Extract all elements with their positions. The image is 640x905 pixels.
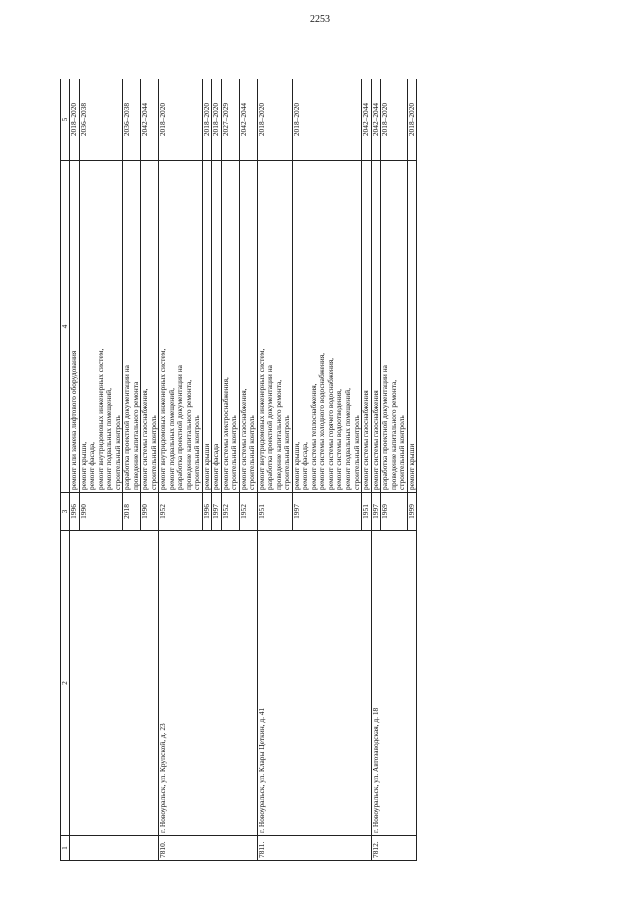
period-cell: 2018–2020 xyxy=(202,79,212,161)
work-item: ремонт внутридомовых инженерных систем, xyxy=(256,348,266,490)
entry-address: г. Новоуральск, ул. Клары Цеткин, д. 41 xyxy=(257,531,371,836)
rotated-table-container xyxy=(60,79,570,861)
work-item: ремонт внутридомовых инженерных систем, xyxy=(158,348,168,490)
year-cell: 2018 xyxy=(123,493,141,531)
work-item: строительный контроль xyxy=(397,415,407,490)
work-item: строительный контроль xyxy=(112,415,122,490)
works-cell xyxy=(362,161,372,493)
work-item: ремонт фасада, xyxy=(87,442,97,490)
work-item: ремонт системы водоотведения, xyxy=(334,389,344,490)
period-cell: 2042–2044 xyxy=(362,79,372,161)
period-cell: 2027–2029 xyxy=(221,79,239,161)
year-cell: 1997 xyxy=(212,493,222,531)
year-cell: 1990 xyxy=(79,493,123,531)
header-col-4: 4 xyxy=(61,161,70,493)
work-item: ремонт системы горячего водоснабжения, xyxy=(325,357,335,490)
work-item: проведение капитального ремонта, xyxy=(273,379,283,490)
works-cell xyxy=(292,161,361,493)
year-cell: 1969 xyxy=(381,493,408,531)
entry-number: 7810. xyxy=(159,836,258,861)
works-cell xyxy=(221,161,239,493)
works-cell xyxy=(239,161,257,493)
works-cell xyxy=(123,161,141,493)
header-col-5: 5 xyxy=(61,79,70,161)
table-row xyxy=(159,79,203,861)
work-item: ремонт системы газоснабжения, xyxy=(140,388,150,490)
work-item: ремонт подвальных помещений, xyxy=(166,388,176,490)
work-item: строительный контроль xyxy=(229,415,239,490)
entry-number: 7811. xyxy=(257,836,371,861)
header-col-2: 2 xyxy=(61,531,70,836)
header-col-3: 3 xyxy=(61,493,70,531)
works-cell xyxy=(407,161,417,493)
work-item: ремонт подвальных помещений, xyxy=(342,388,352,490)
entry-address: г. Новоуральск, ул. Автозаводская, д. 18 xyxy=(371,531,417,836)
work-item: строительный контроль xyxy=(282,415,292,490)
header-col-1: 1 xyxy=(61,836,70,861)
year-cell: 1997 xyxy=(371,493,381,531)
work-item: разработка проектной документации на xyxy=(380,365,390,490)
works-cell xyxy=(202,161,212,493)
period-cell: 2018–2020 xyxy=(257,79,292,161)
period-cell: 2018–2020 xyxy=(70,79,80,161)
work-item: разработка проектной документации на xyxy=(175,365,185,490)
table-body xyxy=(70,79,417,861)
work-item: ремонт системы теплоснабжения, xyxy=(308,383,318,490)
year-cell: 1952 xyxy=(239,493,257,531)
work-item: ремонт подвальных помещений, xyxy=(104,388,114,490)
work-item: проведение капитального ремонта, xyxy=(388,379,398,490)
year-cell: 1996 xyxy=(70,493,80,531)
year-cell: 1997 xyxy=(292,493,361,531)
work-item: проведение капитального ремонта xyxy=(130,381,140,490)
work-item: ремонт системы холодного водоснабжения, xyxy=(317,353,327,490)
year-cell: 1951 xyxy=(362,493,372,531)
work-item: ремонт крыши xyxy=(406,443,416,490)
work-item: ремонт или замена лифтового оборудования xyxy=(69,350,78,490)
work-item: ремонт системы электроснабжения, xyxy=(220,377,230,490)
work-item: строительный контроль xyxy=(148,415,158,490)
year-cell: 1952 xyxy=(159,493,203,531)
work-item: ремонт системы газоснабжения xyxy=(361,390,371,490)
period-cell: 2036–2038 xyxy=(123,79,141,161)
works-cell xyxy=(79,161,123,493)
work-item: строительный контроль xyxy=(192,415,202,490)
works-cell xyxy=(257,161,292,493)
entry-address: г. Новоуральск, ул. Крупской, д. 23 xyxy=(159,531,258,836)
period-cell: 2036–2038 xyxy=(79,79,123,161)
period-cell: 2018–2020 xyxy=(292,79,361,161)
work-item: строительный контроль xyxy=(247,415,257,490)
work-item: ремонт системы газоснабжения xyxy=(370,390,380,490)
entry-address xyxy=(70,531,159,836)
entry-number xyxy=(70,836,159,861)
work-item: разработка проектной документации на xyxy=(122,365,132,490)
period-cell: 2018–2020 xyxy=(381,79,408,161)
entry-number: 7812. xyxy=(371,836,417,861)
year-cell: 1951 xyxy=(257,493,292,531)
page-number: 2253 xyxy=(310,14,330,25)
period-cell: 2042–2044 xyxy=(141,79,159,161)
year-cell: 1990 xyxy=(141,493,159,531)
period-cell: 2042–2044 xyxy=(239,79,257,161)
period-cell: 2018–2020 xyxy=(212,79,222,161)
works-cell xyxy=(159,161,203,493)
work-item: ремонт системы газоснабжения, xyxy=(238,388,248,490)
work-item: строительный контроль xyxy=(351,415,361,490)
table-frame xyxy=(60,79,570,861)
year-cell: 1999 xyxy=(407,493,417,531)
year-cell: 1996 xyxy=(202,493,212,531)
table-row xyxy=(70,79,80,861)
works-cell xyxy=(381,161,408,493)
works-cell xyxy=(70,161,80,493)
period-cell: 2042–2044 xyxy=(371,79,381,161)
work-item: ремонт крыши, xyxy=(291,441,301,490)
table-row xyxy=(257,79,292,861)
works-cell xyxy=(212,161,222,493)
repair-schedule-table xyxy=(60,79,417,861)
work-item: ремонт фасада xyxy=(211,443,221,490)
period-cell: 2018–2020 xyxy=(407,79,417,161)
work-item: разработка проектной документации на xyxy=(265,365,275,490)
works-cell xyxy=(141,161,159,493)
work-item: ремонт крыши xyxy=(201,443,211,490)
period-cell: 2018–2020 xyxy=(159,79,203,161)
work-item: ремонт внутридомовых инженерных систем, xyxy=(95,348,105,490)
work-item: ремонт крыши, xyxy=(78,441,88,490)
work-item: проведение капитального ремонта, xyxy=(183,379,193,490)
work-item: ремонт фасада, xyxy=(300,442,310,490)
year-cell: 1952 xyxy=(221,493,239,531)
